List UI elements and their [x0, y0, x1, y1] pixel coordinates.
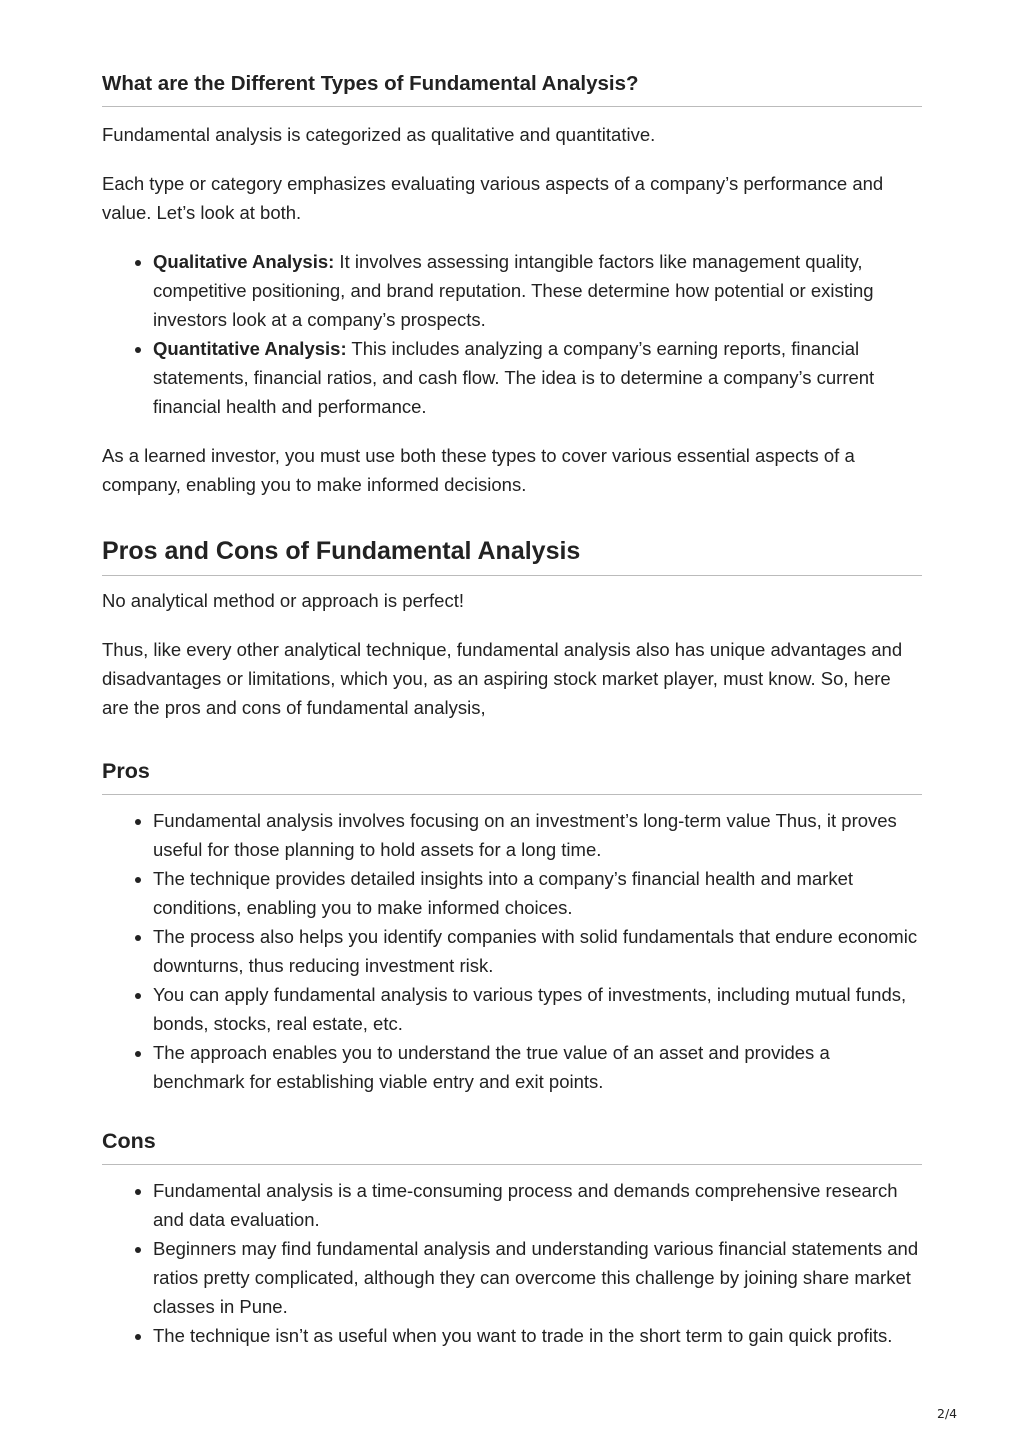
item-text: This includes analyzing a company’s earning reports, financial statements, financial ratios, and cash flow. The idea is to determine a company’s current financial health and performance. [153, 338, 875, 417]
cons-list [102, 1176, 922, 1350]
list-item [153, 334, 922, 421]
list-item: • Beginners may find fundamental analysis and understanding various financial statements and ratios pretty complicated, although they can overcome this challenge by joining share market classes in Pune. [153, 1234, 922, 1321]
list-item: • The technique isn’t as useful when you want to trade in the short term to gain quick profits. [153, 1321, 922, 1350]
list-item: • The technique provides detailed insights into a company’s financial health and market conditions, enabling you to make informed choices. [153, 864, 922, 922]
types-intro-2: Each type or category emphasizes evaluating various aspects of a company’s performance and value. Let’s look at both. [102, 173, 884, 223]
pros-list [102, 806, 922, 1096]
list-item [153, 247, 922, 334]
types-list [102, 247, 922, 421]
list-item: • You can apply fundamental analysis to various types of investments, including mutual funds, bonds, stocks, real estate, etc. [153, 980, 922, 1038]
item-label: Qualitative Analysis: [153, 251, 335, 272]
pros-heading: Pros [102, 756, 922, 795]
page-number: 2/4 [937, 1406, 958, 1421]
item-label: Quantitative Analysis: [153, 338, 347, 359]
item-text: It involves assessing intangible factors like management quality, competitive positioning, and brand reputation. These determine how potential or existing investors look at a company’s prospects. [153, 251, 874, 330]
types-heading: What are the Different Types of Fundamental Analysis? [102, 70, 922, 107]
cons-heading: Cons [102, 1126, 922, 1165]
list-item: • Fundamental analysis involves focusing on an investment’s long-term value Thus, it proves useful for those planning to hold assets for a long time. [153, 806, 922, 864]
pros-cons-intro-2: Thus, like every other analytical technique, fundamental analysis also has unique advantages and disadvantages or limitations, which you, as an aspiring stock market player, must know. So, here are the pros and cons of fundamental analysis, [102, 639, 903, 718]
list-item: • The approach enables you to understand the true value of an asset and provides a benchmark for establishing viable entry and exit points. [153, 1038, 922, 1096]
pros-cons-heading: Pros and Cons of Fundamental Analysis [102, 535, 922, 576]
list-item: • The process also helps you identify companies with solid fundamentals that endure economic downturns, thus reducing investment risk. [153, 922, 922, 980]
pros-cons-intro-1: No analytical method or approach is perfect! [102, 590, 464, 611]
list-item: • Fundamental analysis is a time-consuming process and demands comprehensive research and data evaluation. [153, 1176, 922, 1234]
types-closing: As a learned investor, you must use both these types to cover various essential aspects of a company, enabling you to make informed decisions. [102, 445, 855, 495]
document-page [102, 70, 922, 1350]
types-intro-1: Fundamental analysis is categorized as qualitative and quantitative. [102, 124, 656, 145]
